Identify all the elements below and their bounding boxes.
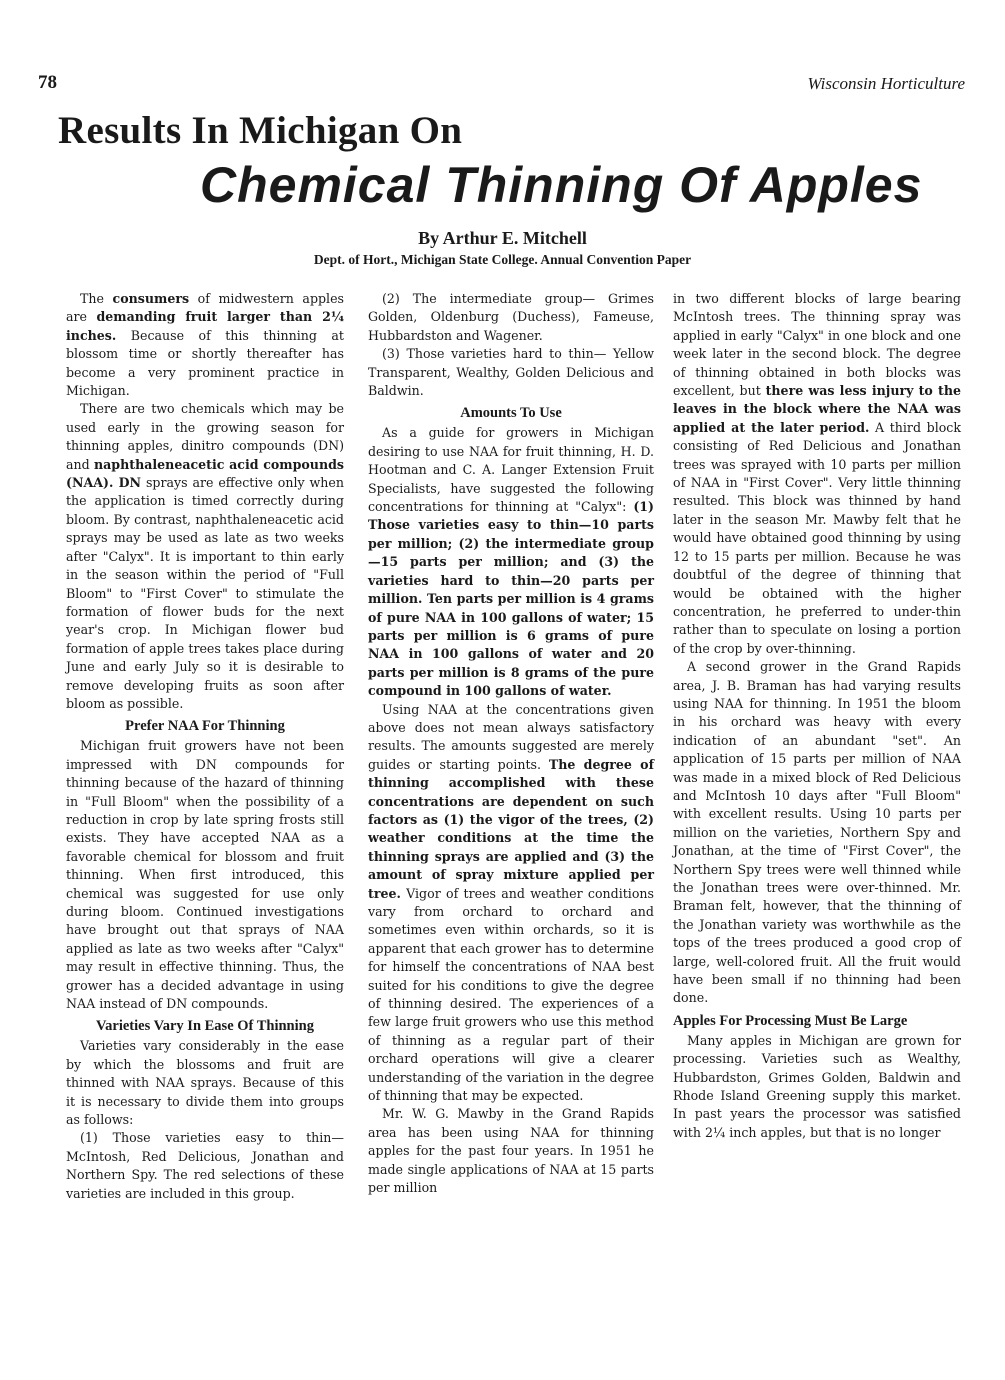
article-title-line2: Chemical Thinning Of Apples (200, 157, 923, 213)
column-2 (368, 290, 654, 1198)
section-heading: Varieties Vary In Ease Of Thinning (96, 1018, 314, 1035)
section-heading: Prefer NAA For Thinning (125, 718, 285, 735)
journal-name: Wisconsin Horticulture (807, 74, 965, 93)
column-3 (673, 290, 961, 1142)
paragraph: As a guide for growers in Michigan desiring to use NAA for fruit thinning, H. D. Hootman and C. A. Langer Extension Fruit Specialists, have suggested the following concentrations for thinning at "Calyx": (1) Those varieties easy to thin—10 parts per million; (2) the intermediate group—15 parts per million; and (3) the varieties hard to thin—20 parts per million. Ten parts per million is 4 grams of pure NAA in 100 gallons of water; 15 parts per million is 6 grams of pure NAA in 100 gallons of water and 20 parts per million is 8 grams of the pure compound in 100 gallons of water. (368, 425, 654, 699)
paragraph: Using NAA at the concentrations given above does not mean always satisfactory results. The amounts suggested are merely guides or starting points. The degree of thinning accomplished with these concentrations are dependent on such factors as (1) the vigor of the trees, (2) weather conditions at the time the thinning sprays are applied and (3) the amount of spray mixture applied per tree. Vigor of trees and weather conditions vary from orchard to orchard and sometimes even within orchards, so it is apparent that each grower has to determine for himself the concentrations of NAA best suited for his conditions to give the degree of thinning desired. The experiences of a few large fruit growers who use this method of thinning as a regular part of their orchard operations will give a clearer understanding of the variation in the degree of thinning that may be expected. (368, 701, 654, 1104)
paragraph: Many apples in Michigan are grown for processing. Varieties such as Wealthy, Hubbardston, Grimes Golden, Baldwin and Rhode Island Greening supply this market. In past years the processor was satisfied with 2¼ inch apples, but that is no longer (673, 1032, 961, 1140)
article-title-line1: Results In Michigan On (58, 109, 463, 152)
paragraph: Mr. W. G. Mawby in the Grand Rapids area has been using NAA for thinning apples for the past four years. In 1951 he made single applications of NAA at 15 parts per million (368, 1106, 654, 1196)
column-1 (66, 290, 344, 1203)
section-heading: Amounts To Use (460, 405, 562, 422)
paragraph: There are two chemicals which may be used early in the growing season for thinning apples, dinitro compounds (DN) and naphthaleneacetic acid compounds (NAA). DN sprays are effective only when the application is timed correctly during bloom. By contrast, naphthaleneacetic acid sprays may be used as late as two weeks after "Calyx". It is important to thin early in the season within the period of "Full Bloom" to "First Cover" to stimulate the formation of flower buds for the next year's crop. In Michigan flower bud formation of apple trees takes place during June and early July so it is desirable to remove developing fruits as soon after bloom as possible. (66, 401, 345, 711)
paragraph: (3) Those varieties hard to thin— Yellow Transparent, Wealthy, Golden Delicious and Baldwin. (368, 346, 654, 399)
paragraph: in two different blocks of large bearing McIntosh trees. The thinning spray was applied in early "Calyx" in one block and one week later in the second block. The degree of thinning obtained in both blocks was excellent, but there was less injury to the leaves in the block where the NAA was applied at the later period. A third block consisting of Red Delicious and Jonathan trees was sprayed with 10 parts per million of NAA in "First Cover". Very little thinning resulted. This block was thinned by hand later in the season Mr. Mawby felt that he would have obtained good thinning by using 12 to 15 parts per million. Because he was doubtful of the degree of thinning that would be obtained with the higher concentration, he preferred to under-thin rather than to speculate on losing a portion of the crop by over-thinning. (673, 291, 961, 656)
paragraph: The consumers of midwestern apples are demanding fruit larger than 2¼ inches. Because of this thinning at blossom time or shortly thereafter has become a very prominent practice in Michigan. (66, 291, 345, 399)
byline: By Arthur E. Mitchell (418, 228, 587, 248)
paragraph: Michigan fruit growers have not been impressed with DN compounds for thinning because of the hazard of thinning in "Full Bloom" when the possibility of a reduction in crop by late spring frosts still exists. They have accepted NAA as a favorable chemical for blossom and fruit thinning. When first introduced, this chemical was suggested for use only during bloom. Continued investigations have brought out that sprays of NAA applied as late as two weeks after "Calyx" may result in effective thinning. Thus, the grower has a decided advantage in using NAA instead of DN compounds. (66, 738, 344, 1012)
section-heading: Apples For Processing Must Be Large (673, 1012, 908, 1029)
paragraph: (2) The intermediate group— Grimes Golden, Oldenburg (Duchess), Fameuse, Hubbardston and Wagener. (368, 291, 654, 343)
affiliation: Dept. of Hort., Michigan State College. Annual Convention Paper (313, 252, 692, 267)
page-number: 78 (38, 72, 57, 93)
paragraph: Varieties vary considerably in the ease by which the blossoms and fruit are thinned with NAA sprays. Because of this it is necessary to divide them into groups as follows: (66, 1038, 344, 1128)
paragraph: (1) Those varieties easy to thin— McIntosh, Red Delicious, Jonathan and Northern Spy. The red selections of these varieties are included in this group. (66, 1130, 344, 1201)
paragraph: A second grower in the Grand Rapids area, J. B. Braman has had varying results using NAA for thinning. In 1951 the bloom in his orchard was heavy with every indication of an abundant "set". An application of 15 parts per million of NAA was made in a mixed block of Red Delicious and McIntosh 10 days after "Full Bloom" with excellent results. Using 10 parts per million on the varieties, Northern Spy and Jonathan, at the time of "First Cover", the Northern Spy trees were well thinned while the Jonathan trees were over-thinned. Mr. Braman felt, however, that the thinning of the Jonathan variety was worthwhile as the tops of the trees produced a good crop of large, well-colored fruit. All the fruit would have been small if no thinning had been done. (673, 659, 961, 1006)
